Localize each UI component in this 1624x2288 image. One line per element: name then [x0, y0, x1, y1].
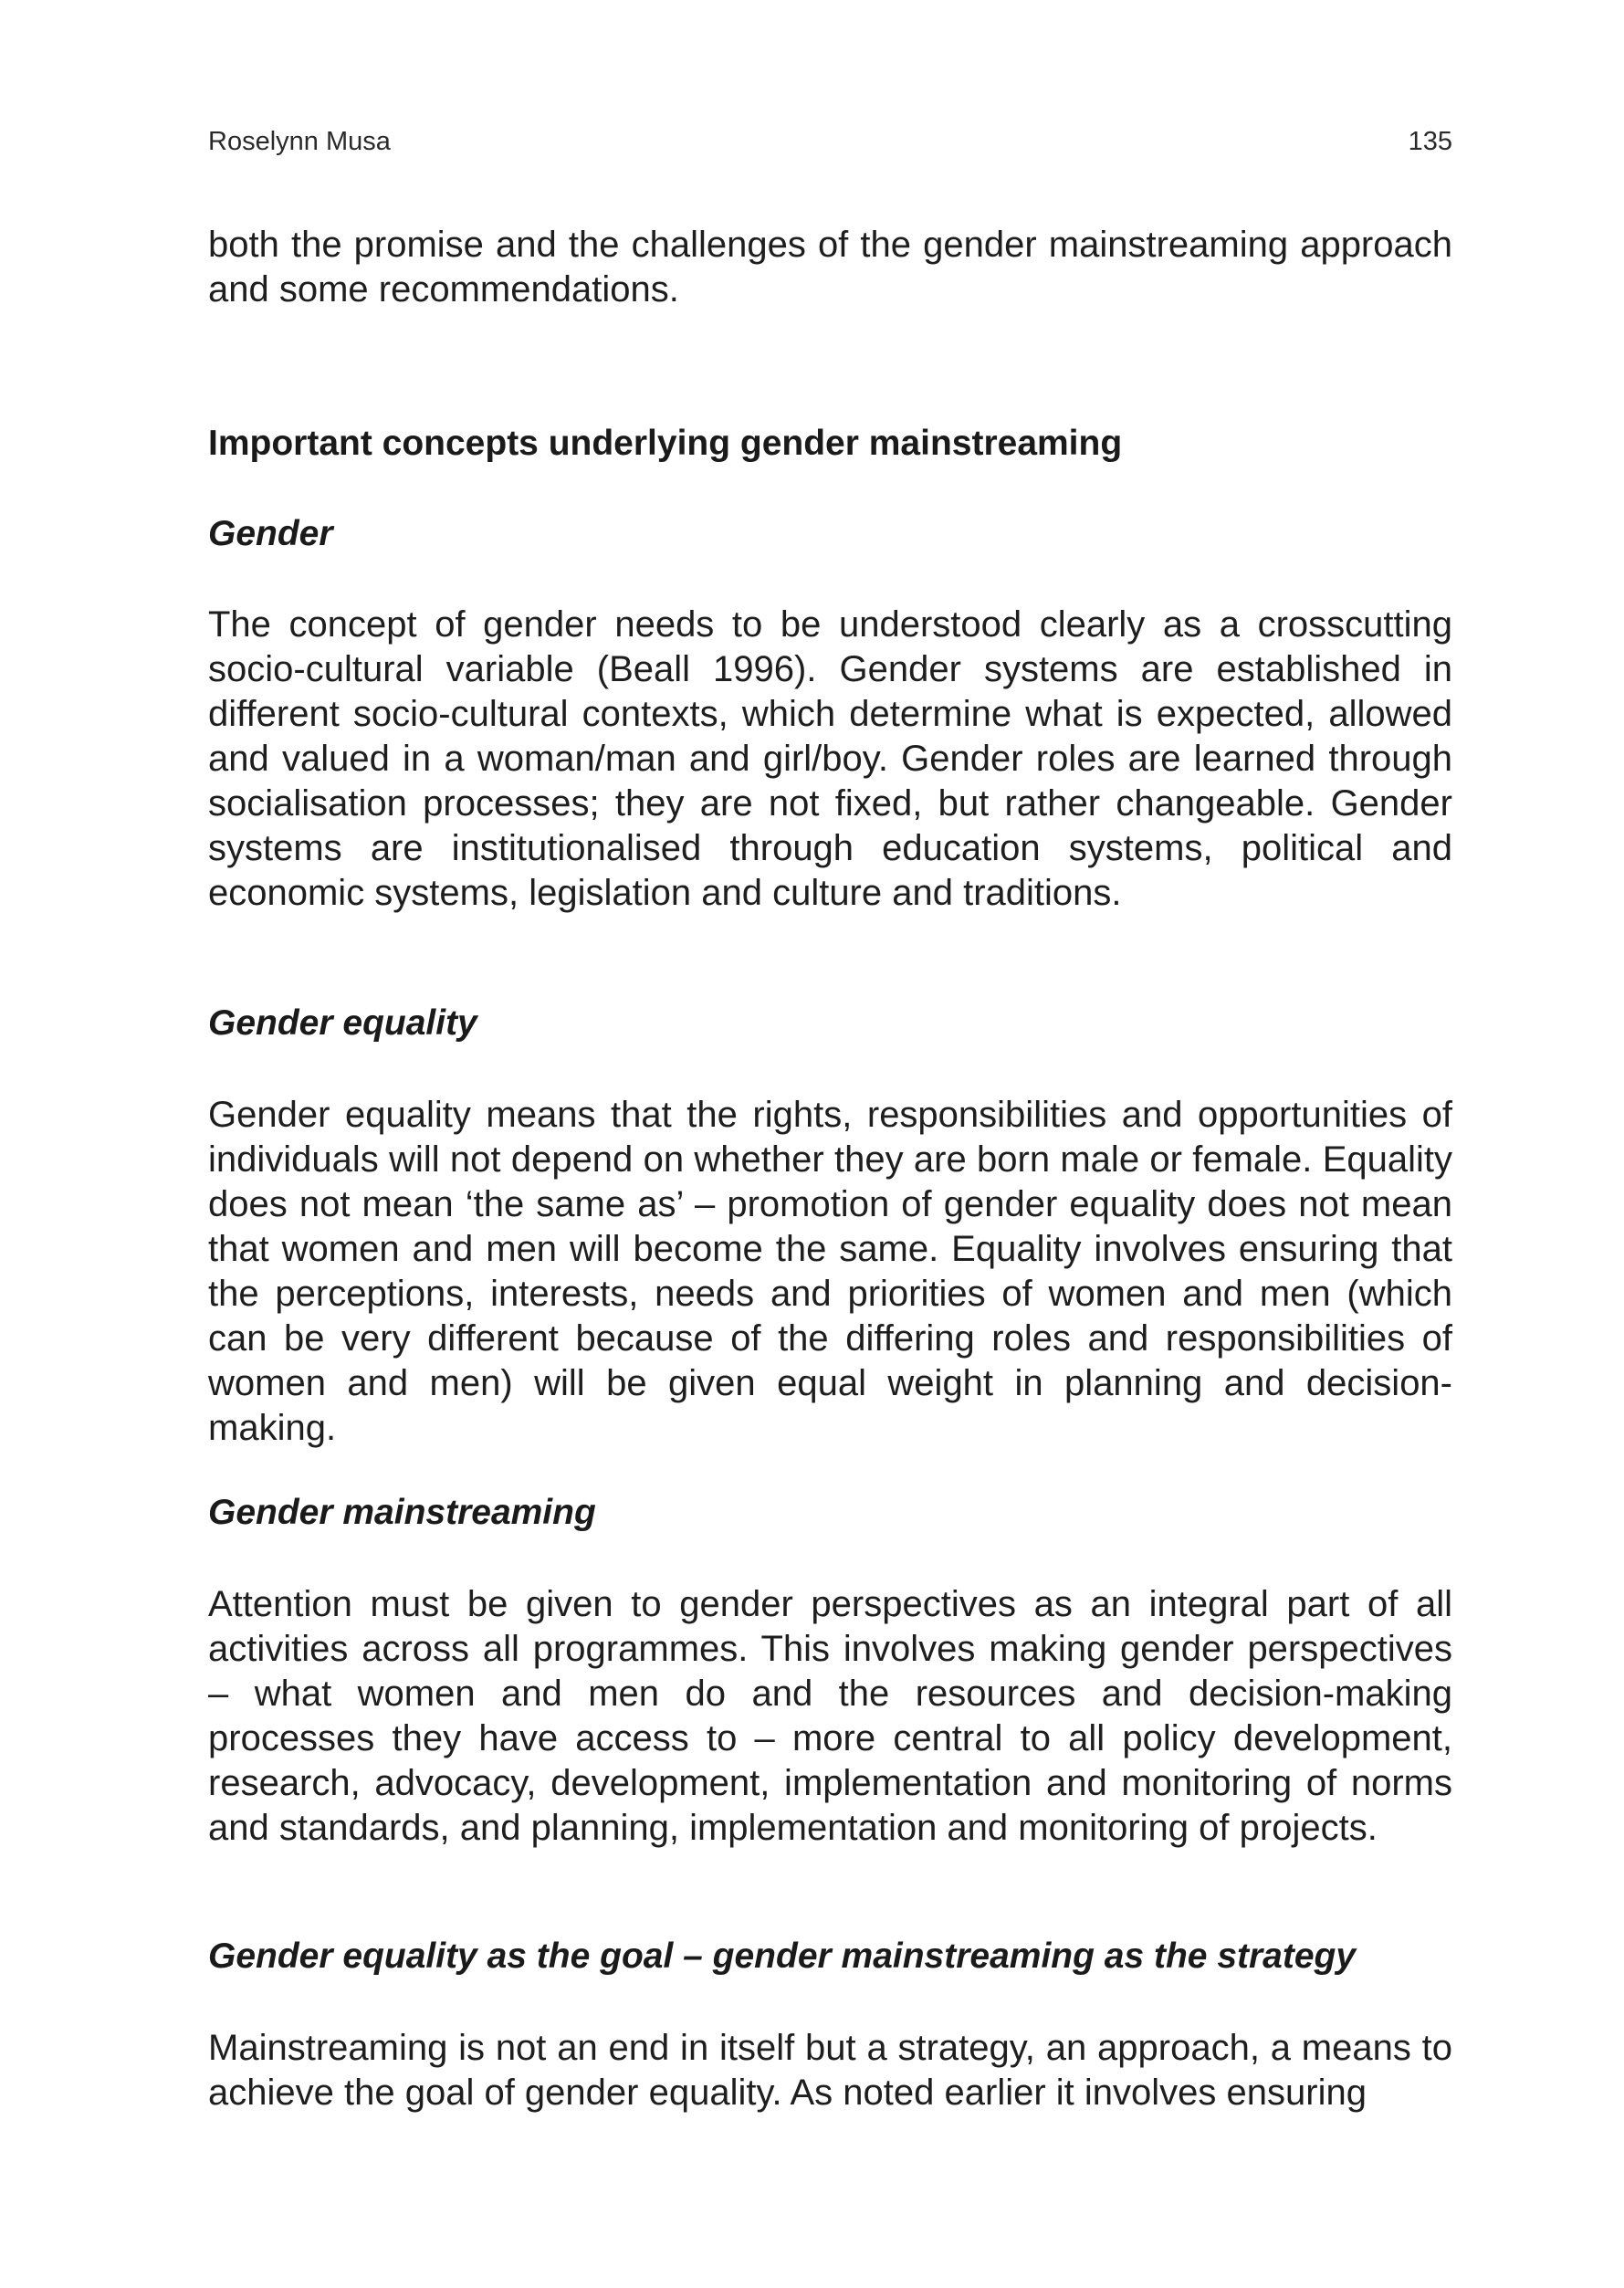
subheading-goal-strategy: Gender equality as the goal – gender mainstreaming as the strategy: [208, 1936, 1357, 1976]
running-head: [208, 126, 1452, 157]
subheading-gender-equality: Gender equality: [208, 1003, 477, 1043]
paragraph-intro-continuation: both the promise and the challenges of the gender mainstreaming approach and some recommendations.: [208, 225, 1452, 310]
running-head-author: Roselynn Musa: [208, 127, 391, 156]
paragraph-goal-strategy: Mainstreaming is not an end in itself but a strategy, an approach, a means to achieve the goal of gender equality. As noted earlier it involves ensuring: [208, 2028, 1452, 2113]
subheading-gender: Gender: [208, 514, 333, 553]
paragraph-gender: The concept of gender needs to be understood clearly as a crosscutting socio-cultural variable (Beall 1996). Gender systems are established in different socio-cultural contexts, which determine what is expected, allowed and valued in a woman/man and girl/boy. Gender roles are learned through socialisation processes; they are not fixed, but rather changeable. Gender systems are institutionalised through education systems, political and economic systems, legislation and culture and traditions.: [208, 604, 1452, 913]
paragraph-gender-mainstreaming: Attention must be given to gender perspectives as an integral part of all activities across all programmes. This involves making gender perspectives – what women and men do and the resources and decision-making processes they have access to – more central to all policy development, research, advocacy, development, implementation and monitoring of norms and standards, and planning, implementation and monitoring of projects.: [208, 1584, 1452, 1848]
subheading-gender-mainstreaming: Gender mainstreaming: [208, 1493, 596, 1532]
section-heading: Important concepts underlying gender mainstreaming: [208, 424, 1123, 463]
page-number: 135: [1408, 127, 1452, 156]
paragraph-gender-equality: Gender equality means that the rights, responsibilities and opportunities of individuals will not depend on whether they are born male or female. Equality does not mean ‘the same as’ – promotion of gender equality does not mean that women and men will become the same. Equality involves ensuring that the perceptions, interests, needs and priorities of women and men (which can be very different because of the differing roles and responsibilities of women and men) will be given equal weight in planning and decision-making.: [208, 1095, 1452, 1448]
